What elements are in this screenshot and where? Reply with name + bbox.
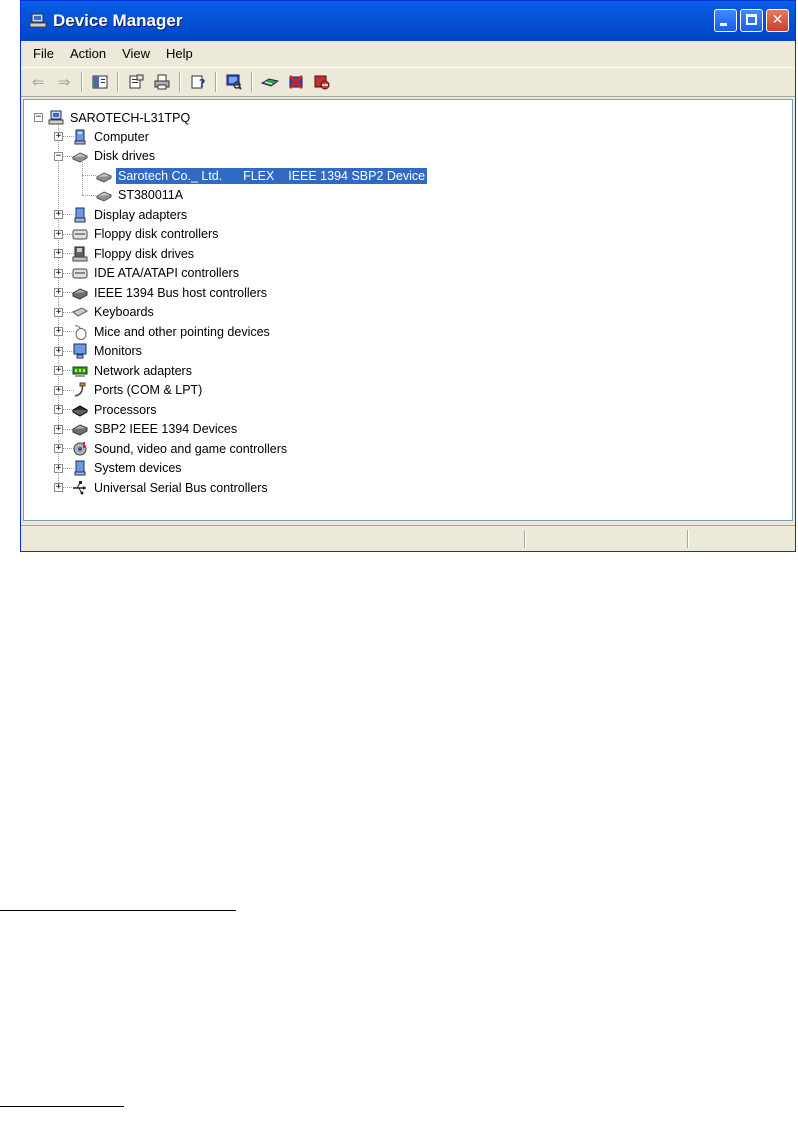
tree-category[interactable]: [72, 283, 269, 302]
device-manager-window: [20, 0, 796, 552]
controller-icon: [72, 265, 88, 281]
tree-category-label: SBP2 IEEE 1394 Devices: [94, 422, 238, 436]
print-button[interactable]: [151, 71, 173, 93]
minimize-button[interactable]: [714, 9, 737, 32]
status-divider: [524, 530, 526, 548]
tree-connector: [82, 175, 96, 176]
tree-expander-10[interactable]: +: [55, 365, 62, 375]
tree-device[interactable]: [96, 166, 427, 185]
tree-category-label: Network adapters: [94, 363, 192, 378]
tree-category-label: Disk drives: [94, 149, 156, 163]
disable-icon: [314, 74, 330, 90]
toolbar-separator: [179, 72, 181, 92]
controller-icon: [72, 226, 88, 242]
tree-category-label: IDE ATA/ATAPI controllers: [94, 266, 239, 280]
footnote-rule: [0, 1106, 124, 1107]
tree-expander-13[interactable]: +: [55, 423, 62, 434]
toolbar: [21, 67, 795, 97]
tree-category[interactable]: [72, 342, 144, 361]
tree-category[interactable]: [72, 205, 189, 224]
menu-view[interactable]: View: [122, 46, 151, 61]
tree-category[interactable]: [72, 264, 241, 283]
tree-expander-3[interactable]: +: [55, 228, 62, 239]
menu-help[interactable]: Help: [166, 46, 193, 61]
footnote-rule: [0, 910, 236, 911]
display-adapter-icon: [72, 207, 88, 223]
menu-action[interactable]: Action: [69, 46, 107, 61]
back-icon: ⇐: [31, 73, 45, 91]
device-tree[interactable]: [23, 99, 793, 521]
network-adapter-icon: [72, 363, 88, 379]
tree-connector: [82, 195, 96, 196]
tree-expander-6[interactable]: +: [55, 287, 62, 297]
tree-device-label: ST380011A: [118, 188, 184, 202]
tree-expander-7[interactable]: +: [55, 306, 62, 317]
tree-category-label: IEEE 1394 Bus host controllers: [94, 285, 268, 300]
toolbar-separator: [81, 72, 83, 92]
toolbar-separator: [117, 72, 119, 92]
tree-category-label: Mice and other pointing devices: [94, 324, 270, 339]
tree-category[interactable]: [72, 361, 194, 380]
disk-drive-icon: [96, 187, 112, 203]
status-divider: [687, 530, 689, 548]
back-button[interactable]: [27, 71, 49, 93]
disable-button[interactable]: [311, 71, 333, 93]
computer-icon: [72, 129, 88, 145]
tree-category[interactable]: [72, 439, 289, 458]
tree-expander-16[interactable]: +: [55, 482, 62, 492]
tree-expander-4[interactable]: +: [55, 248, 62, 258]
monitor-icon: [72, 343, 88, 359]
tree-category[interactable]: [72, 400, 159, 419]
uninstall-button[interactable]: [285, 71, 307, 93]
forward-icon: ⇒: [57, 73, 71, 91]
tree-expander-14[interactable]: +: [55, 443, 62, 453]
svg-text:?: ?: [199, 77, 206, 90]
tree-category-label: Floppy disk controllers: [94, 227, 219, 241]
tree-category-label: Display adapters: [94, 207, 188, 222]
processor-icon: [72, 402, 88, 418]
mouse-icon: [72, 324, 88, 340]
help-icon: [190, 74, 206, 90]
tree-category[interactable]: [72, 459, 184, 478]
tree-category-label: Processors: [94, 402, 157, 417]
tree-category-label: Floppy disk drives: [94, 246, 195, 261]
status-bar: [21, 525, 795, 551]
tree-root[interactable]: [48, 108, 192, 127]
tree-connector: [82, 160, 83, 195]
update-driver-icon: [261, 75, 279, 89]
system-device-icon: [72, 460, 88, 476]
update-driver-button[interactable]: [259, 71, 281, 93]
tree-category-label: Computer: [94, 129, 149, 144]
disk-drive-icon: [72, 148, 88, 164]
show-hide-console-tree-icon: [92, 75, 108, 89]
tree-expander-0[interactable]: +: [55, 131, 62, 141]
tree-category-label: Universal Serial Bus controllers: [94, 480, 268, 495]
port-icon: [72, 382, 88, 398]
tree-category[interactable]: [72, 244, 196, 263]
tree-category-label: Sound, video and game controllers: [94, 441, 288, 456]
minimize-icon: [720, 23, 727, 26]
keyboard-icon: [72, 304, 88, 320]
tree-category[interactable]: [72, 420, 239, 439]
usb-icon: [72, 480, 88, 496]
maximize-button[interactable]: [740, 9, 763, 32]
tree-expander-1[interactable]: −: [55, 150, 62, 161]
toolbar-separator: [215, 72, 217, 92]
tree-expander-12[interactable]: +: [55, 404, 62, 414]
device-manager-icon: [29, 13, 47, 29]
tree-category[interactable]: [72, 303, 156, 322]
menu-bar: [21, 41, 795, 67]
tree-root-label: SAROTECH-L31TPQ: [70, 110, 191, 125]
computer-icon: [48, 110, 64, 126]
tree-category[interactable]: [72, 381, 204, 400]
scan-hardware-button[interactable]: [223, 71, 245, 93]
tree-expander-2[interactable]: +: [55, 209, 62, 219]
tree-expander-15[interactable]: +: [55, 462, 62, 473]
forward-button[interactable]: [53, 71, 75, 93]
sound-icon: [72, 441, 88, 457]
tree-category[interactable]: [72, 147, 157, 166]
title-bar[interactable]: [21, 1, 795, 41]
window-title: Device Manager: [53, 11, 183, 30]
tree-expander-9[interactable]: +: [55, 345, 62, 356]
scan-hardware-icon: [226, 74, 242, 90]
tree-category[interactable]: [72, 225, 220, 244]
tree-device[interactable]: [96, 186, 185, 205]
close-button[interactable]: [766, 9, 789, 32]
tree-category[interactable]: [72, 478, 270, 497]
help-button[interactable]: [187, 71, 209, 93]
tree-category-label: Keyboards: [94, 305, 154, 319]
tree-expander-root[interactable]: −: [35, 112, 42, 122]
properties-button[interactable]: [125, 71, 147, 93]
disk-drive-icon: [96, 168, 112, 184]
tree-expander-11[interactable]: +: [55, 384, 62, 395]
tree-expander-5[interactable]: +: [55, 267, 62, 278]
tree-category-label: Monitors: [94, 344, 142, 358]
tree-category-label: System devices: [94, 461, 182, 475]
toolbar-separator: [251, 72, 253, 92]
uninstall-icon: [288, 74, 304, 90]
tree-category[interactable]: [72, 127, 151, 146]
tree-category-label: Ports (COM & LPT): [94, 383, 203, 397]
close-icon: ✕: [771, 12, 784, 28]
tree-device-label: Sarotech Co._ Ltd. FLEX IEEE 1394 SBP2 Device: [118, 168, 426, 183]
tree-expander-8[interactable]: +: [55, 326, 62, 336]
floppy-drive-icon: [72, 246, 88, 262]
ieee1394-icon: [72, 421, 88, 437]
show-hide-console-tree-button[interactable]: [89, 71, 111, 93]
tree-category[interactable]: [72, 322, 272, 341]
menu-file[interactable]: File: [33, 46, 54, 61]
ieee1394-icon: [72, 285, 88, 301]
properties-icon: [128, 74, 144, 90]
maximize-icon: [746, 14, 757, 25]
print-icon: [154, 74, 170, 90]
